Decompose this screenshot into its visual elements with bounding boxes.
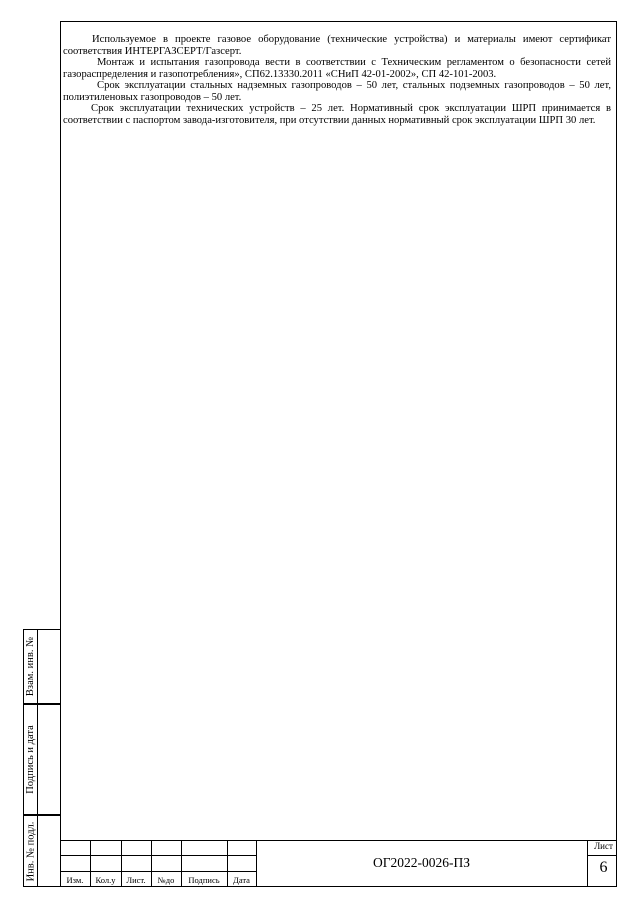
stamp-inv-podl xyxy=(23,815,60,887)
col-izm-label: Изм. xyxy=(66,875,84,885)
stamp-zam-inv-label: Взам. инв. № xyxy=(25,636,37,697)
paragraph-pipeline-service-life: Срок эксплуатации стальных надземных газопроводов – 50 лет, стальных подземных газопроводов – 50 лет, полиэтиленовых газопроводов – 50 лет. xyxy=(63,80,611,103)
col-kol-label: Кол.у xyxy=(95,875,116,885)
stamp-zam-inv xyxy=(23,629,60,704)
stamp-inv-podl-label: Инв. № подл. xyxy=(25,821,37,881)
stamp-podpis-data xyxy=(23,704,60,815)
explanatory-note-text xyxy=(61,34,611,126)
page-frame xyxy=(60,21,617,887)
sheet-number: 6 xyxy=(599,859,608,876)
col-ndoc-label: №до xyxy=(157,875,175,885)
paragraph-device-service-life: Срок эксплуатации технических устройств – 25 лет. Нормативный срок эксплуатации ШРП принимается в соответствии с паспортом завода-изготовителя, при отсутствии данных нормативный срок эксплуатации ШРП 30 лет. xyxy=(63,103,611,126)
paragraph-equipment-certificate: Используемое в проекте газовое оборудование (технические устройства) и материалы имеют сертификат соответствия ИНТЕРГАЗСЕРТ/Газсерт. xyxy=(63,34,611,57)
col-list-label: Лист. xyxy=(126,875,146,885)
document-code: ОГ2022-0026-ПЗ xyxy=(372,855,471,870)
stamp-podpis-data-label: Подпись и дата xyxy=(25,725,37,794)
col-data-label: Дата xyxy=(233,875,250,885)
title-block xyxy=(60,840,617,887)
paragraph-installation-standards: Монтаж и испытания газопровода вести в соответствии с Техническим регламентом о безопасности сетей газораспределения и газопотребления», СП62.13330.2011 «СНиП 42-01-2002», СП 42-101-2003. xyxy=(63,57,611,80)
col-podpis-label: Подпись xyxy=(188,875,220,885)
sheet-label: Лист xyxy=(594,841,613,851)
